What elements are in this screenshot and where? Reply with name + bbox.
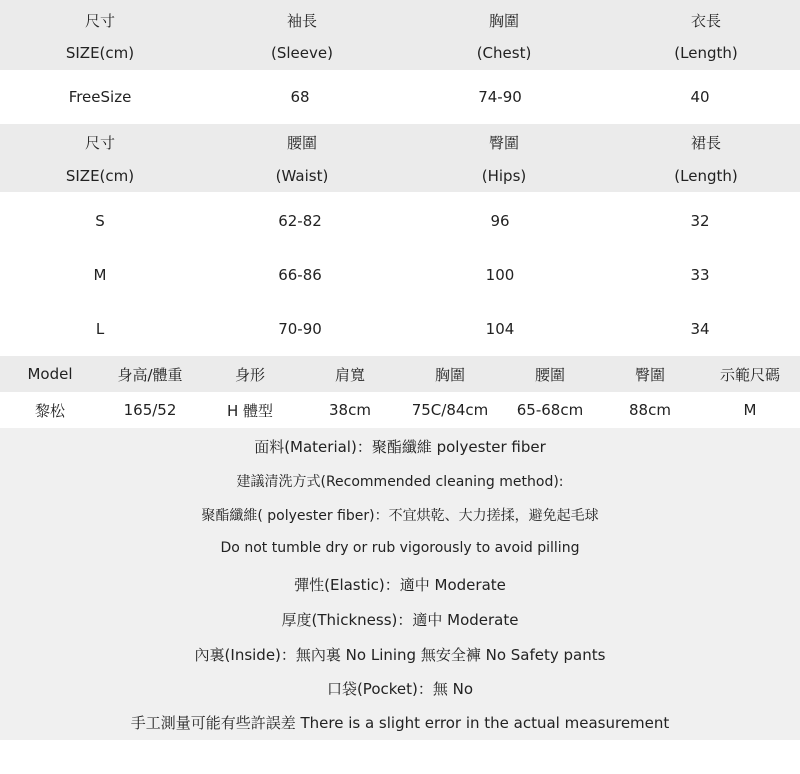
- bottom-row-size: S: [95, 212, 105, 230]
- model-body-shape: H 體型: [226, 401, 274, 420]
- model-size: M: [743, 401, 757, 419]
- bottom-row-length: 33: [690, 266, 710, 284]
- model-height-weight: 165/52: [123, 401, 177, 419]
- top-header-size-cn: 尺寸: [84, 12, 115, 30]
- bottom-row-length: 32: [690, 212, 710, 230]
- top-header-chest-cn: 胸圍: [488, 12, 519, 30]
- bottom-row-waist: 66-86: [278, 266, 322, 284]
- product-notes: [0, 428, 800, 740]
- bottom-row-waist: 70-90: [278, 320, 322, 338]
- thickness-note: 厚度(Thickness)：適中 Moderate: [281, 611, 519, 629]
- model-shoulder: 38cm: [329, 401, 371, 419]
- bottom-header-size-cn: 尺寸: [84, 134, 115, 152]
- bottom-row-hips: 104: [485, 320, 515, 338]
- bottom-table-header: [0, 124, 800, 192]
- model-header-body-shape: 身形: [234, 365, 265, 384]
- top-table-header: [0, 0, 800, 70]
- top-row-size: FreeSize: [68, 88, 132, 106]
- cleaning-en-note: Do not tumble dry or rub vigorously to avoid pilling: [220, 540, 580, 556]
- top-header-size-en: SIZE(cm): [65, 44, 135, 62]
- material-note: 面料(Material)：聚酯纖維 polyester fiber: [254, 438, 546, 456]
- model-table-header: [0, 356, 800, 392]
- model-header-chest: 胸圍: [434, 365, 465, 384]
- model-header-shoulder: 肩寬: [334, 365, 365, 384]
- bottom-row-size: M: [93, 266, 107, 284]
- model-name: 黎松: [34, 401, 65, 420]
- pocket-note: 口袋(Pocket)：無 No: [326, 680, 474, 698]
- inside-note: 內裏(Inside)：無內裏 No Lining 無安全褲 No Safety pants: [194, 646, 606, 664]
- table-row: [0, 70, 800, 124]
- measurement-error-note: 手工測量可能有些許誤差 There is a slight error in the actual measurement: [130, 714, 670, 732]
- table-row: [0, 392, 800, 428]
- bottom-header-hips-en: (Hips): [481, 167, 527, 185]
- model-chest: 75C/84cm: [411, 401, 489, 419]
- model-header-size: 示範尺碼: [719, 365, 780, 384]
- bottom-row-waist: 62-82: [278, 212, 322, 230]
- model-header-height-weight: 身高/體重: [117, 365, 183, 384]
- bottom-header-size-en: SIZE(cm): [65, 167, 135, 185]
- cleaning-cn-note: 聚酯纖維( polyester fiber)：不宜烘乾、大力搓揉，避免起毛球: [201, 508, 599, 524]
- table-row: [0, 302, 800, 356]
- model-header-model: Model: [27, 365, 73, 383]
- bottom-header-hips-cn: 臀圍: [488, 134, 519, 152]
- bottom-header-length-en: (Length): [674, 167, 738, 185]
- top-header-length-cn: 衣長: [690, 12, 721, 30]
- bottom-header-length-cn: 裙長: [690, 134, 721, 152]
- top-row-chest: 74-90: [478, 88, 522, 106]
- bottom-row-hips: 96: [490, 212, 510, 230]
- model-header-waist: 腰圍: [534, 365, 565, 384]
- cleaning-title: 建議清洗方式(Recommended cleaning method):: [236, 474, 564, 490]
- top-header-sleeve-en: (Sleeve): [271, 44, 333, 62]
- top-row-length: 40: [690, 88, 710, 106]
- bottom-row-length: 34: [690, 320, 710, 338]
- elastic-note: 彈性(Elastic)：適中 Moderate: [294, 576, 506, 594]
- model-waist: 65-68cm: [516, 401, 584, 419]
- bottom-row-size: L: [95, 320, 105, 338]
- bottom-header-waist-cn: 腰圍: [286, 134, 317, 152]
- top-header-chest-en: (Chest): [476, 44, 532, 62]
- model-header-hips: 臀圍: [634, 365, 665, 384]
- table-row: [0, 248, 800, 302]
- bottom-header-waist-en: (Waist): [275, 167, 329, 185]
- top-row-sleeve: 68: [290, 88, 310, 106]
- bottom-row-hips: 100: [485, 266, 515, 284]
- model-hips: 88cm: [629, 401, 671, 419]
- table-row: [0, 194, 800, 248]
- top-header-length-en: (Length): [674, 44, 738, 62]
- top-header-sleeve-cn: 袖長: [286, 12, 317, 30]
